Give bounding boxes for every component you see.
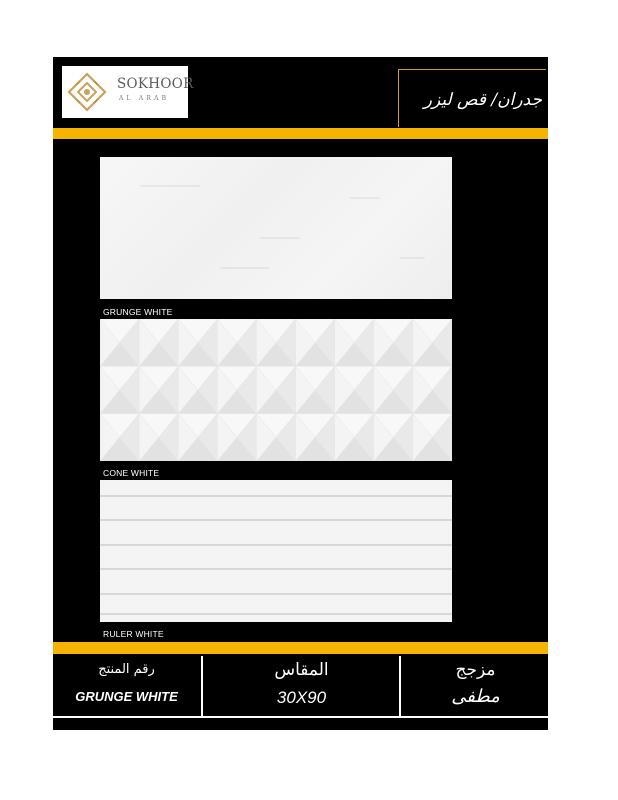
size-header: المقاس <box>274 660 329 680</box>
size-value: 30X90 <box>276 688 327 707</box>
ruler-line <box>100 544 452 546</box>
brand-logo <box>62 66 194 118</box>
ruler-line <box>100 495 452 497</box>
size-cell <box>201 656 400 716</box>
ruler-line <box>100 568 452 570</box>
tile-image-ruler-white <box>100 480 452 622</box>
ruler-line <box>100 519 452 521</box>
cone-pattern <box>100 319 452 461</box>
product-number-cell <box>53 656 200 716</box>
finish-cell <box>399 656 550 716</box>
catalog-sheet <box>53 57 548 730</box>
gold-divider-bottom <box>53 642 548 654</box>
tile-label-ruler-white: RULER WHITE <box>103 629 164 639</box>
product-spec-table <box>53 656 548 718</box>
tile-image-grunge-white <box>100 157 452 299</box>
finish-value: مطفى <box>451 686 500 707</box>
finish-header: مزجج <box>455 660 496 680</box>
product-number-header: رقم المنتج <box>98 662 155 677</box>
tile-label-cone-white: CONE WHITE <box>103 468 160 478</box>
category-title: جدران/ قص ليزر <box>423 90 542 110</box>
category-title-box <box>398 69 546 127</box>
ruler-line <box>100 593 452 595</box>
logo-diamond-icon <box>66 71 108 113</box>
gold-divider-top <box>53 128 548 139</box>
tile-image-cone-white <box>100 319 452 461</box>
ruler-line <box>100 613 452 615</box>
tile-label-grunge-white: GRUNGE WHITE <box>103 307 173 317</box>
logo-name: SOKHOOR <box>117 76 194 92</box>
logo-subtitle: AL ARAB <box>119 95 170 102</box>
product-number-value: GRUNGE WHITE <box>75 689 178 704</box>
